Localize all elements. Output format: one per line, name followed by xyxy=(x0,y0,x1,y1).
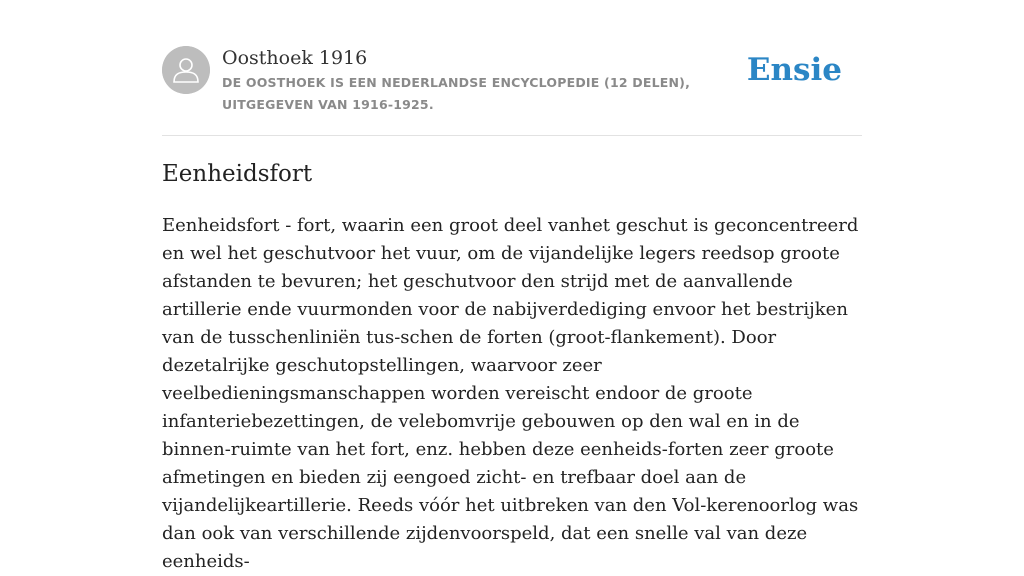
site-logo[interactable]: Ensie xyxy=(746,52,842,88)
source-header xyxy=(162,46,862,116)
user-avatar-icon[interactable] xyxy=(162,46,210,94)
article-body: Eenheidsfort - fort, waarin een groot deel vanhet geschut is geconcentreerd en wel het geschutvoor het vuur, om de vijandelijke legers reedsop groote afstanden te bevuren; het geschutvoor den strijd met de aanvallende artillerie ende vuurmonden voor de nabijverdediging envoor het bestrijken van de tusschenliniën tus-schen de forten (groot-flankement). Door dezetalrijke geschutopstellingen, waarvoor zeer veelbedieningsmanschappen worden vereischt endoor de groote infanteriebezettingen, de velebomvrije gebouwen op den wal en in de binnen-ruimte van het fort, enz. hebben deze eenheids-forten zeer groote afmetingen en bieden zij eengoed zicht- en trefbaar doel aan de vijandelijkeartillerie. Reeds vóór het uitbreken van den Vol-kerenoorlog was dan ook van verschillende zijdenvoorspeld, dat een snelle val van deze eenheids- xyxy=(162,215,859,572)
source-description: DE OOSTHOEK IS EEN NEDERLANDSE ENCYCLOPEDIE (12 DELEN), UITGEGEVEN VAN 1916-1925. xyxy=(222,75,691,112)
divider xyxy=(162,135,862,136)
article-title: Eenheidsfort xyxy=(162,161,313,187)
source-name[interactable]: Oosthoek 1916 xyxy=(222,47,368,69)
